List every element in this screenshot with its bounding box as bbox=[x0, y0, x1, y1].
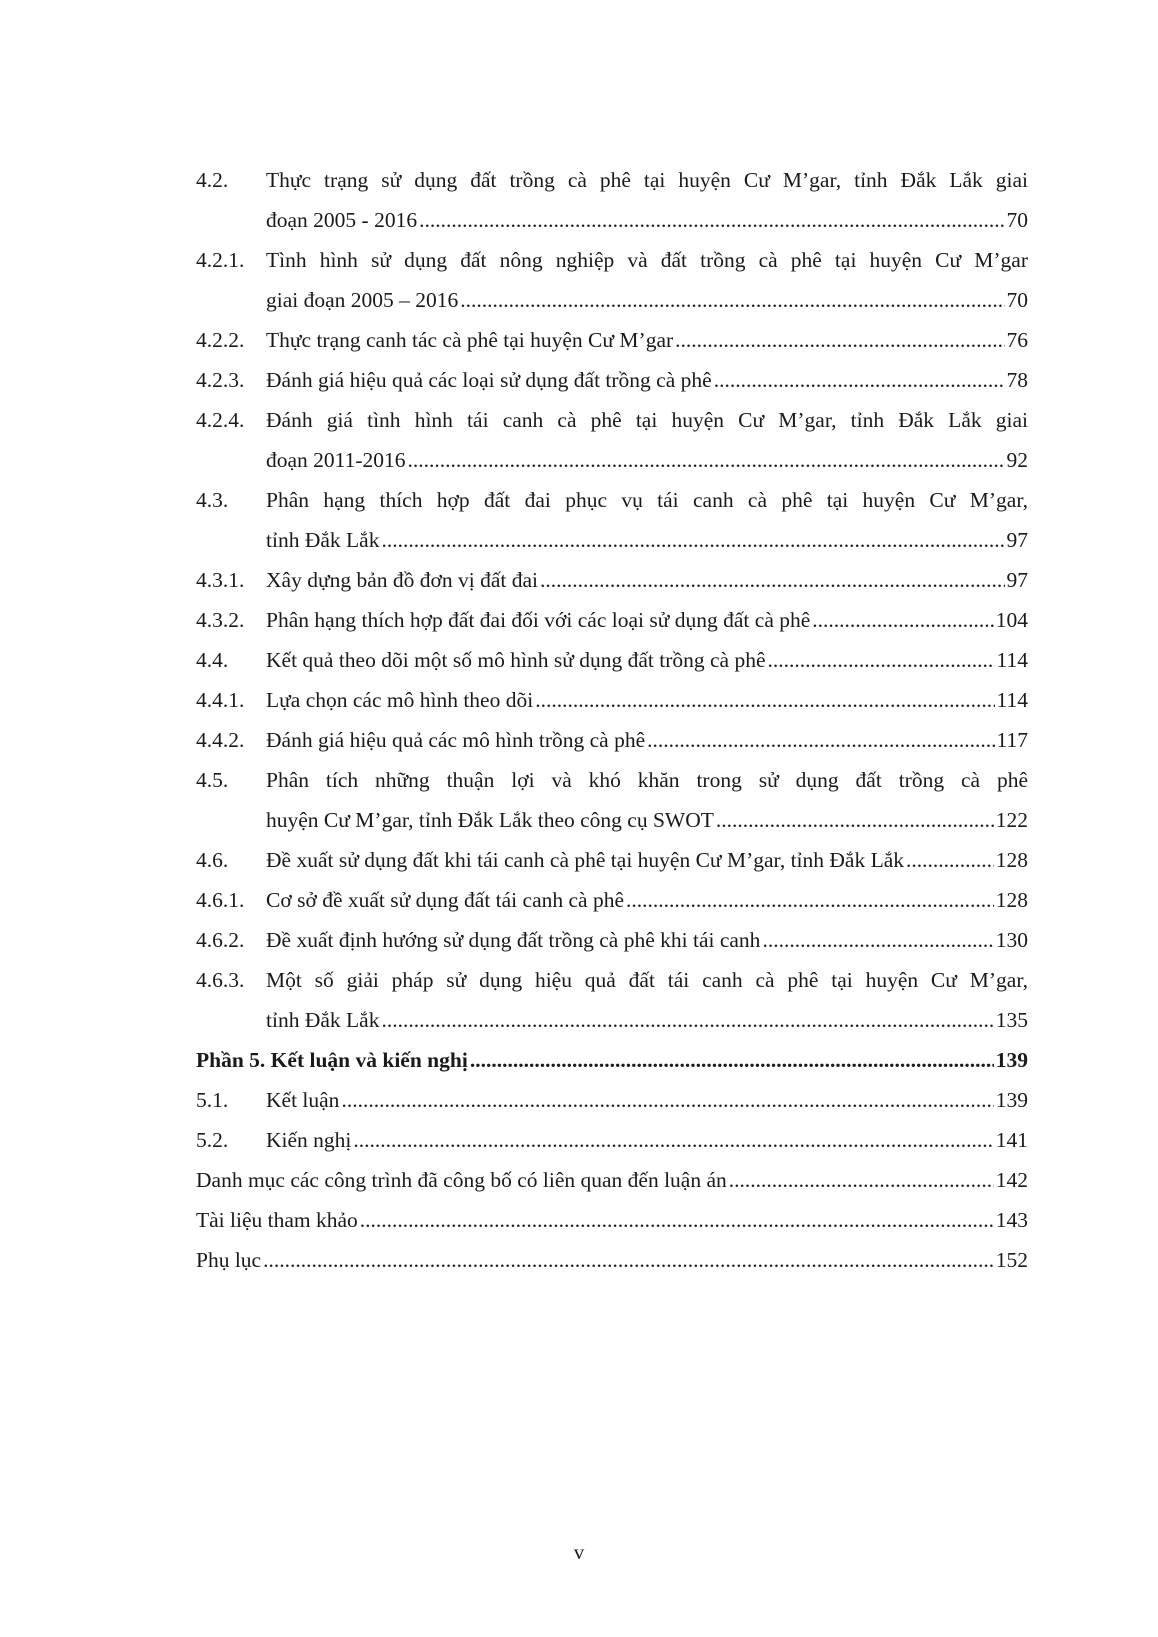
toc-page-number: 128 bbox=[995, 848, 1028, 872]
toc-page-number: 142 bbox=[995, 1168, 1028, 1192]
dot-leader bbox=[906, 840, 994, 880]
dot-leader bbox=[470, 1040, 994, 1080]
toc-page-number: 97 bbox=[1006, 528, 1028, 552]
toc-entry-4-2-3[interactable] bbox=[196, 360, 1028, 400]
toc-page-number: 114 bbox=[996, 648, 1028, 672]
toc-number: 4.4. bbox=[196, 648, 229, 672]
toc-page-number: 70 bbox=[1006, 288, 1028, 312]
toc-page-number: 70 bbox=[1006, 208, 1028, 232]
toc-page-number: 114 bbox=[996, 688, 1028, 712]
dot-leader bbox=[762, 920, 993, 960]
dot-leader bbox=[540, 560, 1004, 600]
toc-title: Lựa chọn các mô hình theo dõi bbox=[266, 688, 534, 712]
toc-title: Kết quả theo dõi một số mô hình sử dụng đất trồng cà phê bbox=[266, 648, 766, 672]
toc-number: 4.5. bbox=[196, 768, 229, 792]
toc-title: Đề xuất sử dụng đất khi tái canh cà phê tại huyện Cư M’gar, tỉnh Đắk Lắk bbox=[266, 848, 905, 872]
toc-entry-5-1[interactable] bbox=[196, 1080, 1028, 1120]
dot-leader bbox=[381, 520, 1004, 560]
toc-page-number: 122 bbox=[995, 808, 1028, 832]
toc-title: Tài liệu tham khảo bbox=[196, 1208, 358, 1232]
toc-page-number: 76 bbox=[1006, 328, 1028, 352]
toc-entry-4-3[interactable] bbox=[196, 480, 1028, 560]
toc-entry-4-6-2[interactable] bbox=[196, 920, 1028, 960]
toc-title-line2: đoạn 2005 - 2016 bbox=[266, 208, 418, 232]
toc-number: 4.3.1. bbox=[196, 568, 245, 592]
toc-number: 5.2. bbox=[196, 1128, 229, 1152]
toc-page-number: 97 bbox=[1006, 568, 1028, 592]
toc-entry-part-5[interactable] bbox=[196, 1040, 1028, 1080]
toc-page-number: 152 bbox=[995, 1248, 1028, 1272]
toc-entry-4-2-2[interactable] bbox=[196, 320, 1028, 360]
toc-entry-4-4-1[interactable] bbox=[196, 680, 1028, 720]
dot-leader bbox=[535, 680, 994, 720]
toc-number: 4.4.1. bbox=[196, 688, 245, 712]
dot-leader bbox=[360, 1200, 994, 1240]
dot-leader bbox=[716, 800, 994, 840]
toc-title-line1: Tình hình sử dụng đất nông nghiệp và đất trồng cà phê tại huyện Cư M’gar bbox=[266, 248, 1028, 272]
toc-entry-4-5[interactable] bbox=[196, 760, 1028, 840]
toc-page-number: 117 bbox=[996, 728, 1028, 752]
toc-number: 4.2.1. bbox=[196, 248, 245, 272]
toc-title-line2: tỉnh Đắk Lắk bbox=[266, 528, 380, 552]
dot-leader bbox=[768, 640, 995, 680]
toc-entry-appendix[interactable] bbox=[196, 1240, 1028, 1280]
toc-number: 4.6.2. bbox=[196, 928, 245, 952]
toc-number: 4.3. bbox=[196, 488, 229, 512]
toc-title: Phân hạng thích hợp đất đai đối với các loại sử dụng đất cà phê bbox=[266, 608, 811, 632]
toc-page-number: 128 bbox=[995, 888, 1028, 912]
dot-leader bbox=[675, 320, 1004, 360]
toc-number: 4.6. bbox=[196, 848, 229, 872]
toc-title: Đề xuất định hướng sử dụng đất trồng cà phê khi tái canh bbox=[266, 928, 761, 952]
toc-number: 4.2.3. bbox=[196, 368, 245, 392]
toc-number: 4.6.1. bbox=[196, 888, 245, 912]
dot-leader bbox=[647, 720, 994, 760]
dot-leader bbox=[381, 1000, 993, 1040]
toc-title: Phần 5. Kết luận và kiến nghị bbox=[196, 1048, 468, 1072]
dot-leader bbox=[714, 360, 1005, 400]
dot-leader bbox=[460, 280, 1004, 320]
toc-title-line2: tỉnh Đắk Lắk bbox=[266, 1008, 380, 1032]
toc-entry-references[interactable] bbox=[196, 1200, 1028, 1240]
toc-number: 4.2. bbox=[196, 168, 229, 192]
toc-title: Kết luận bbox=[266, 1088, 340, 1112]
page-number-footer: v bbox=[573, 1540, 585, 1564]
table-of-contents bbox=[196, 160, 1028, 1280]
toc-entry-4-4-2[interactable] bbox=[196, 720, 1028, 760]
toc-entry-4-6[interactable] bbox=[196, 840, 1028, 880]
toc-title-line1: Phân tích những thuận lợi và khó khăn trong sử dụng đất trồng cà phê bbox=[266, 768, 1028, 792]
toc-entry-4-3-1[interactable] bbox=[196, 560, 1028, 600]
toc-title-line2: đoạn 2011-2016 bbox=[266, 448, 406, 472]
toc-title-line2: giai đoạn 2005 – 2016 bbox=[266, 288, 459, 312]
toc-entry-4-4[interactable] bbox=[196, 640, 1028, 680]
dot-leader bbox=[419, 200, 1004, 240]
dot-leader bbox=[626, 880, 994, 920]
toc-title-line1: Đánh giá tình hình tái canh cà phê tại huyện Cư M’gar, tỉnh Đắk Lắk giai bbox=[266, 408, 1028, 432]
toc-number: 4.4.2. bbox=[196, 728, 245, 752]
toc-title-line1: Phân hạng thích hợp đất đai phục vụ tái canh cà phê tại huyện Cư M’gar, bbox=[266, 488, 1028, 512]
toc-page-number: 141 bbox=[995, 1128, 1028, 1152]
toc-page-number: 139 bbox=[995, 1088, 1028, 1112]
toc-page-number: 130 bbox=[995, 928, 1028, 952]
toc-title: Kiến nghị bbox=[266, 1128, 352, 1152]
toc-number: 4.2.4. bbox=[196, 408, 245, 432]
dot-leader bbox=[341, 1080, 993, 1120]
toc-title: Thực trạng canh tác cà phê tại huyện Cư M’gar bbox=[266, 328, 674, 352]
toc-number: 5.1. bbox=[196, 1088, 229, 1112]
dot-leader bbox=[353, 1120, 993, 1160]
toc-title: Đánh giá hiệu quả các mô hình trồng cà phê bbox=[266, 728, 646, 752]
toc-title: Xây dựng bản đồ đơn vị đất đai bbox=[266, 568, 539, 592]
dot-leader bbox=[812, 600, 993, 640]
toc-title: Phụ lục bbox=[196, 1248, 262, 1272]
toc-entry-publications[interactable] bbox=[196, 1160, 1028, 1200]
toc-title-line1: Thực trạng sử dụng đất trồng cà phê tại huyện Cư M’gar, tỉnh Đắk Lắk giai bbox=[266, 168, 1028, 192]
toc-title: Cơ sở đề xuất sử dụng đất tái canh cà phê bbox=[266, 888, 624, 912]
toc-title-line1: Một số giải pháp sử dụng hiệu quả đất tái canh cà phê tại huyện Cư M’gar, bbox=[266, 968, 1028, 992]
toc-number: 4.6.3. bbox=[196, 968, 245, 992]
toc-page-number: 104 bbox=[995, 608, 1028, 632]
toc-entry-4-3-2[interactable] bbox=[196, 600, 1028, 640]
toc-title-line2: huyện Cư M’gar, tỉnh Đắk Lắk theo công cụ SWOT bbox=[266, 808, 714, 832]
toc-page-number: 78 bbox=[1006, 368, 1028, 392]
toc-title: Đánh giá hiệu quả các loại sử dụng đất trồng cà phê bbox=[266, 368, 712, 392]
toc-entry-4-6-3[interactable] bbox=[196, 960, 1028, 1040]
dot-leader bbox=[729, 1160, 994, 1200]
toc-title: Danh mục các công trình đã công bố có liên quan đến luận án bbox=[196, 1168, 727, 1192]
toc-page-number: 92 bbox=[1006, 448, 1028, 472]
toc-number: 4.2.2. bbox=[196, 328, 245, 352]
toc-page-number: 135 bbox=[995, 1008, 1028, 1032]
toc-entry-5-2[interactable] bbox=[196, 1120, 1028, 1160]
toc-page-number: 143 bbox=[995, 1208, 1028, 1232]
dot-leader bbox=[263, 1240, 994, 1280]
dot-leader bbox=[408, 440, 1005, 480]
toc-page-number: 139 bbox=[995, 1048, 1028, 1072]
toc-entry-4-6-1[interactable] bbox=[196, 880, 1028, 920]
toc-entry-4-2-4[interactable] bbox=[196, 400, 1028, 480]
toc-entry-4-2-1[interactable] bbox=[196, 240, 1028, 320]
toc-number: 4.3.2. bbox=[196, 608, 245, 632]
toc-entry-4-2[interactable] bbox=[196, 160, 1028, 240]
